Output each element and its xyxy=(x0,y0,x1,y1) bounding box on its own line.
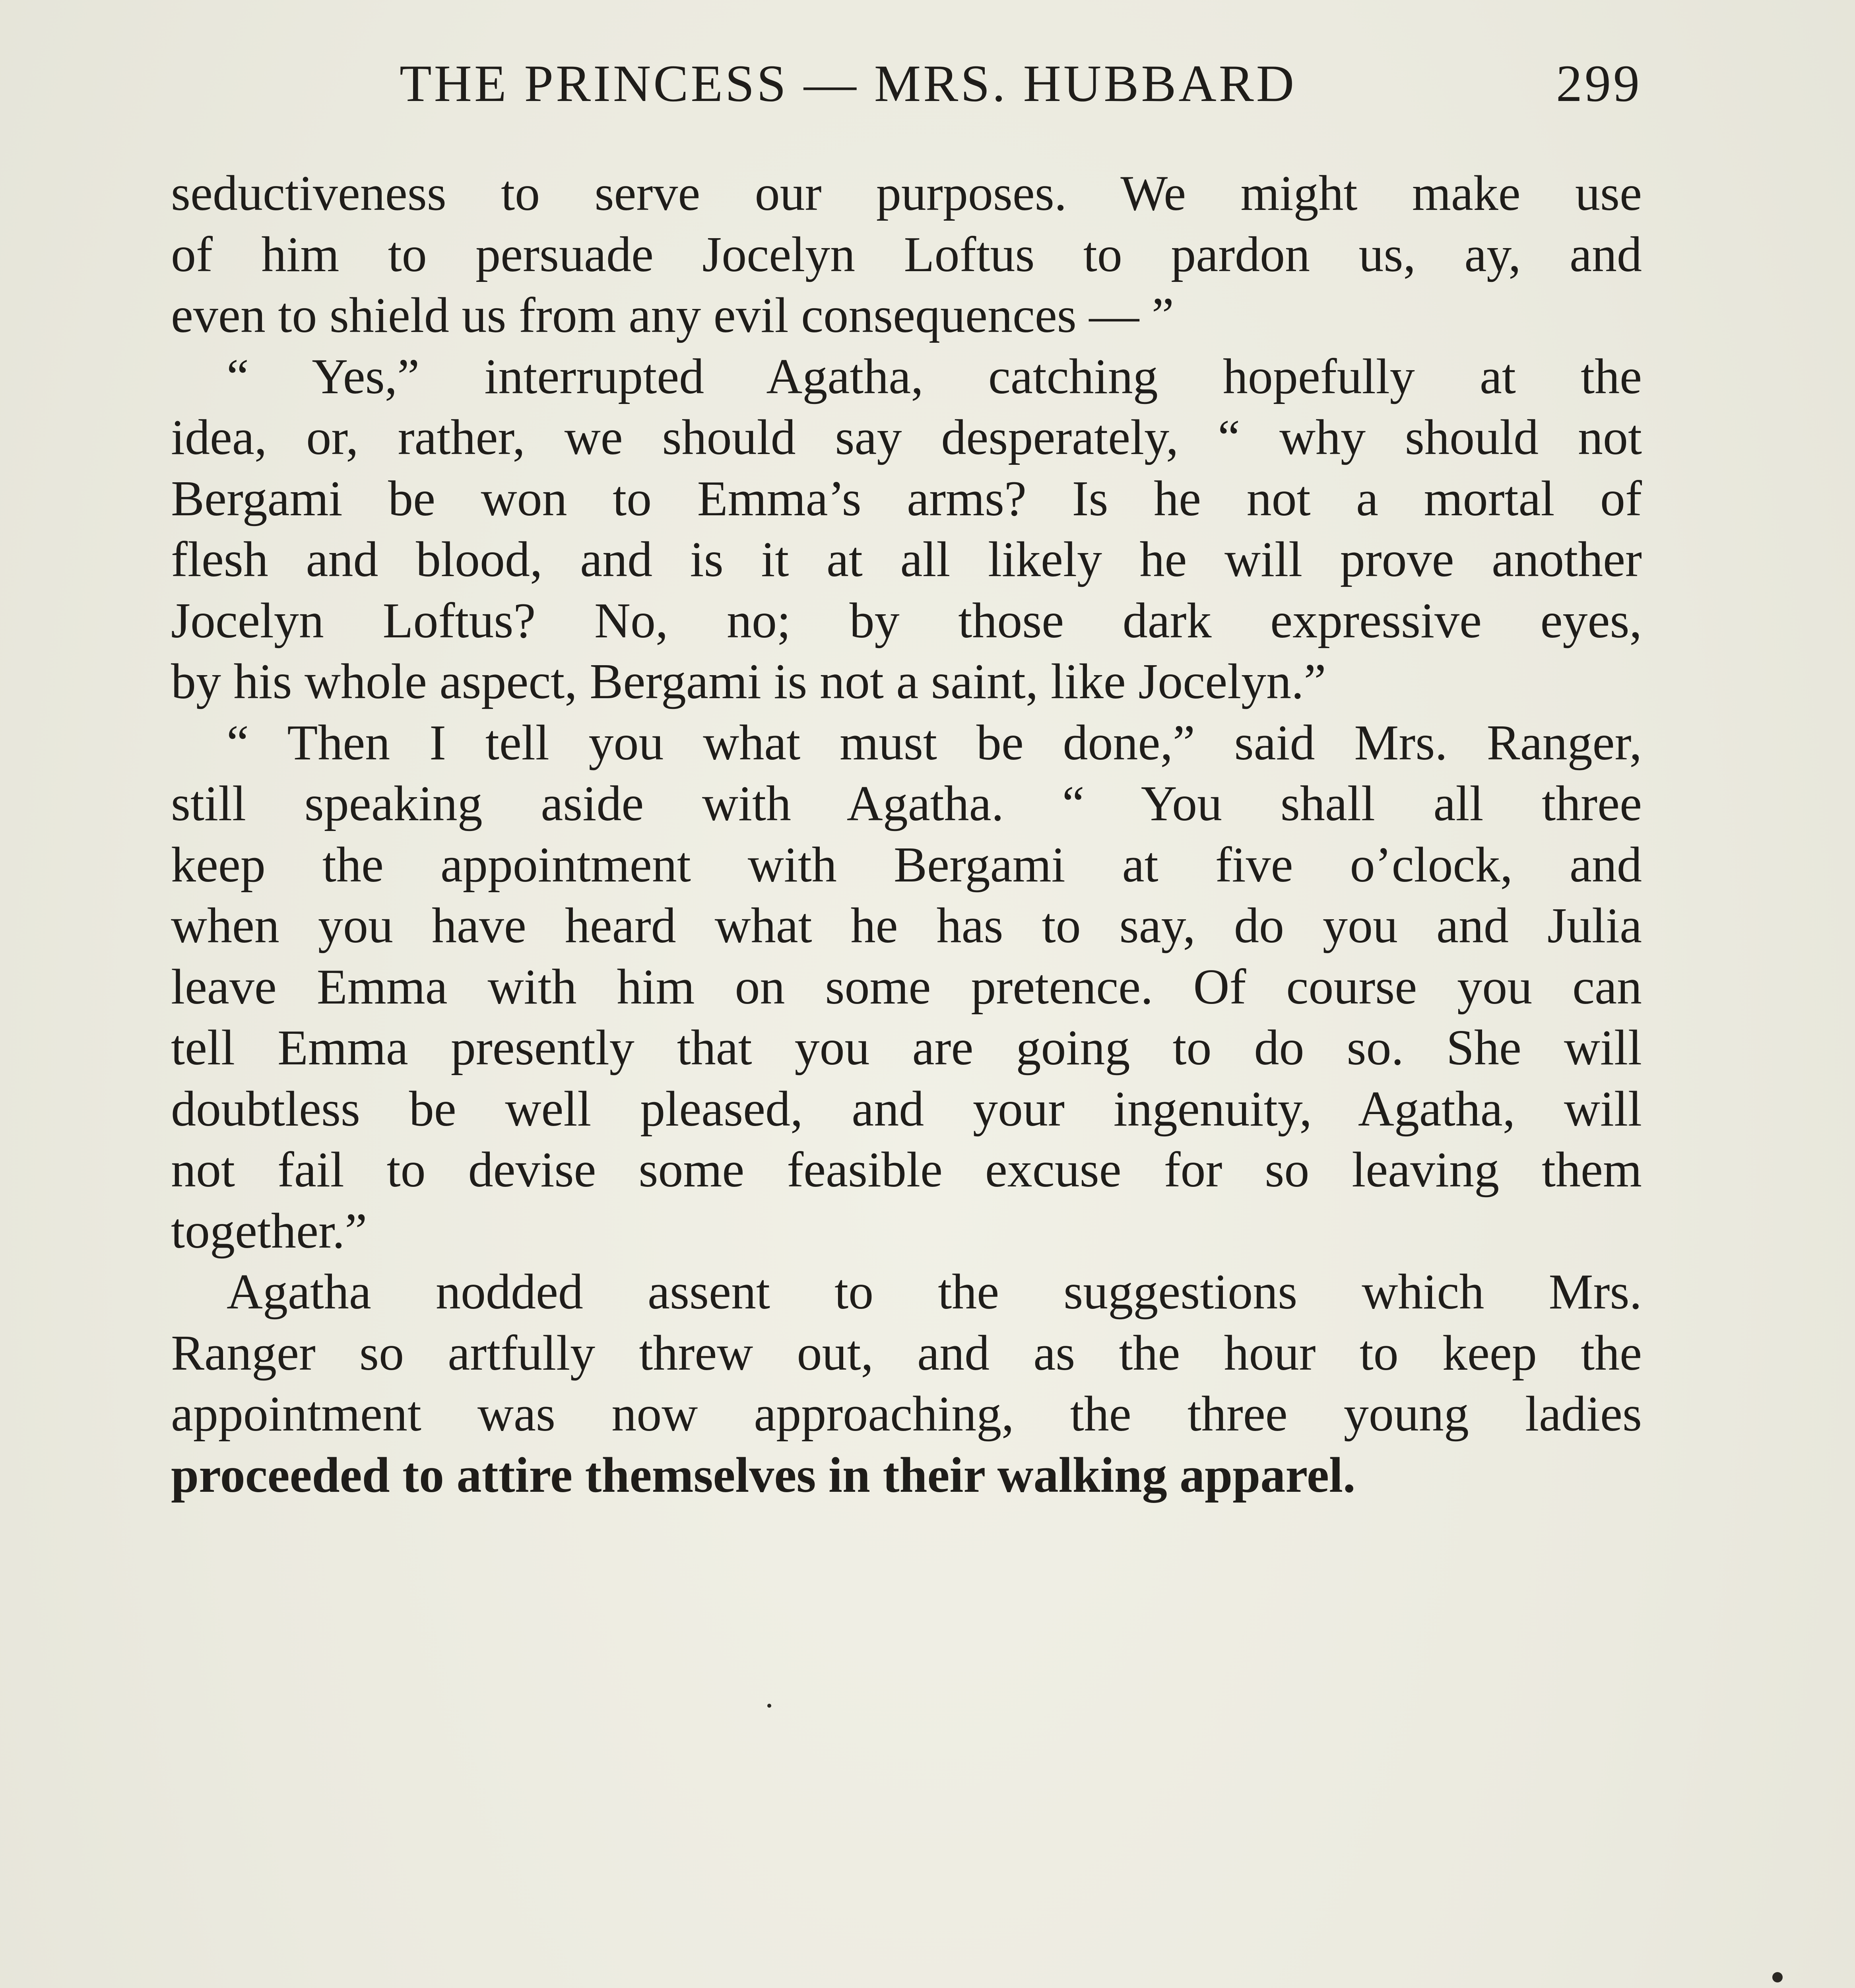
text-line: doubtless be well pleased, and your ingenuity, Agatha, will xyxy=(171,1081,1642,1137)
text-line: keep the appointment with Bergami at five o’clock, and xyxy=(171,837,1642,893)
text-line: even to shield us from any evil consequences — ” xyxy=(171,288,1174,343)
running-title: THE PRINCESS — MRS. HUBBARD xyxy=(400,54,1297,113)
body-text xyxy=(171,163,1642,1506)
text-line: idea, or, rather, we should say desperately, “ why should not xyxy=(171,410,1642,465)
text-line: still speaking aside with Agatha. “ You shall all three xyxy=(171,776,1642,831)
text-line: when you have heard what he has to say, do you and Julia xyxy=(171,898,1642,953)
text-line: tell Emma presently that you are going to do so. She will xyxy=(171,1020,1642,1076)
text-line: together.” xyxy=(171,1203,367,1259)
text-line: Ranger so artfully threw out, and as the hour to keep the xyxy=(171,1325,1642,1381)
text-line: by his whole aspect, Bergami is not a saint, like Jocelyn.” xyxy=(171,654,1326,709)
text-line: leave Emma with him on some pretence. Of course you can xyxy=(171,959,1642,1015)
text-line: proceeded to attire themselves in their walking apparel. xyxy=(171,1447,1356,1503)
page-number: 299 xyxy=(1556,54,1642,113)
text-line: “ Yes,” interrupted Agatha, catching hopefully at the xyxy=(227,349,1642,404)
ink-speck xyxy=(767,1704,771,1708)
text-line: Bergami be won to Emma’s arms? Is he not a mortal of xyxy=(171,471,1642,526)
text-line: “ Then I tell you what must be done,” said Mrs. Ranger, xyxy=(227,715,1642,771)
text-line: Agatha nodded assent to the suggestions which Mrs. xyxy=(227,1264,1642,1320)
running-header xyxy=(171,52,1642,115)
text-line: seductiveness to serve our purposes. We might make use xyxy=(171,166,1642,221)
text-line: appointment was now approaching, the three young ladies xyxy=(171,1386,1642,1442)
text-line: not fail to devise some feasible excuse for so leaving them xyxy=(171,1142,1642,1198)
text-line: flesh and blood, and is it at all likely he will prove another xyxy=(171,532,1642,587)
ink-speck xyxy=(1772,1972,1783,1982)
text-line: Jocelyn Loftus? No, no; by those dark expressive eyes, xyxy=(171,593,1642,648)
text-line: of him to persuade Jocelyn Loftus to pardon us, ay, and xyxy=(171,227,1642,282)
